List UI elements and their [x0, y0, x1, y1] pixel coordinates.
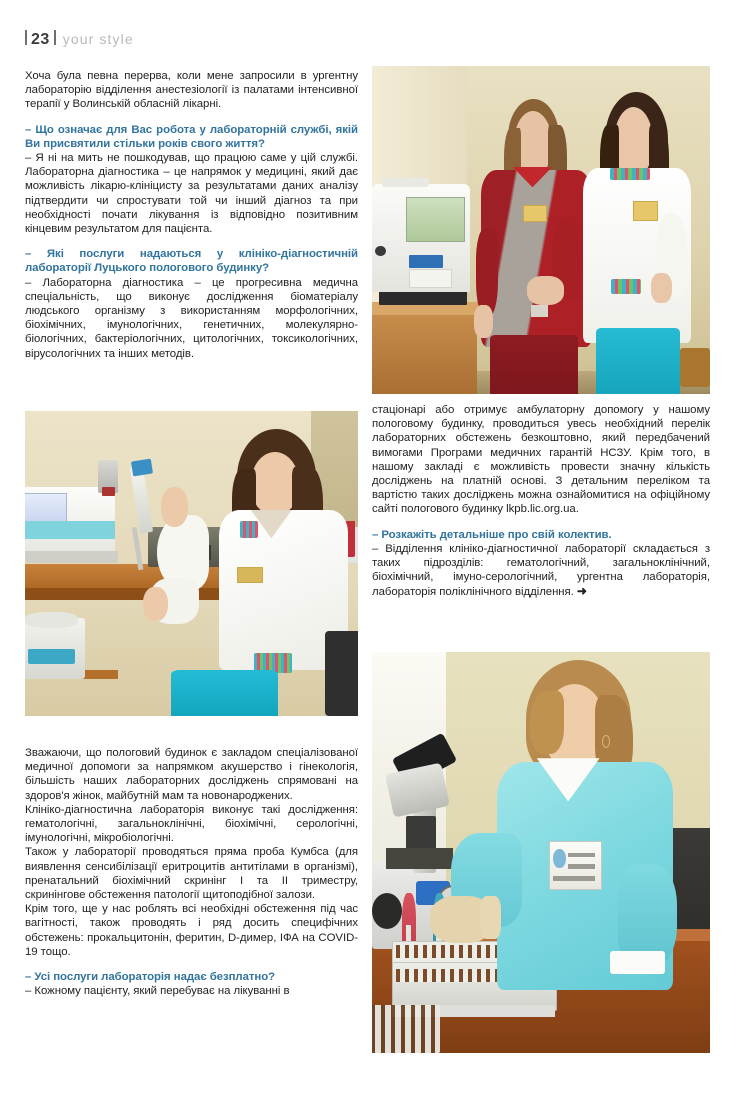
left-column-bottom-text [25, 746, 358, 998]
paragraph-4: Клініко-діагностична лабораторія виконує такі дослідження: гематологічні, загальноклінічні, біохімічні, серологічні, імунологічні, мікробіологічні. [25, 803, 358, 845]
answer-4 [372, 542, 710, 600]
answer-3-start: – Кожному пацієнту, який перебуває на лікуванні в [25, 985, 290, 998]
paragraph-5: Також у лабораторії проводяться пряма проба Кумбса (для виявлення сенсибілізації еритроцитів антитілами в організмі), пренатальний біохімічний скринінг I та II триместру, скринінгове обстеження патології щитоподібної залози. [25, 846, 358, 902]
left-column-top-text [25, 69, 358, 361]
right-column-text [372, 403, 710, 600]
paragraph-3: Зважаючи, що пологовий будинок є закладом спеціалізованої медичної допомоги за напрямком акушерство і гінекологія, більшість наших лабораторних досліджень спрямовані на здоров'я жінок, майбутній мам та новонароджених. [25, 747, 358, 802]
page-folio [25, 29, 134, 51]
continuation-arrow-icon: ➜ [576, 584, 587, 599]
paragraph-6: Крім того, ще у нас роблять всі необхідні обстеження під час вагітності, також проводять і ряд досить специфічних обстежень: прокальцитонін, феритин, D-димер, ІФА на COVID-19 тощо. [25, 903, 358, 958]
photo-woman-with-pipette [25, 411, 358, 716]
answer-2: – Лабораторна діагностика – це прогресивна медична спеціальність, що виконує дослідження біоматеріалу людського організму з використанням морфологічних, біохімічних, імунологічних, генетичних, молекулярно-біологічних, бактеріологічних, цитологічних, токсикологічних, вірусологічних та інших методів. [25, 276, 358, 360]
question-3: – Усі послуги лабораторія надає безплатно? [25, 971, 276, 984]
answer-4-text: – Відділення клініко-діагностичної лабораторії складається з таких підрозділів: гематологічний, загальноклінічний, біохімічний, імуно-серологічний, ургентна лабораторія, лабораторія поліклінічного відділення. [372, 542, 710, 599]
photo-two-lab-workers [372, 66, 710, 394]
folio-bar-right [54, 30, 56, 45]
question-4: – Розкажіть детальніше про свій колектив. [372, 528, 612, 541]
photo-woman-with-microscope [372, 652, 710, 1053]
answer-3-continued: стаціонарі або отримує амбулаторну допомогу у нашому пологовому будинку, проводиться увесь необхідний перелік лабораторних обстежень безкоштовно, який передбачений вимогами Програми медичних гарантій НСЗУ. Крім того, в нашому закладі є можливість провести значну кількість досліджень на платній основі. З детальним переліком та вартістю таких досліджень можна ознайомитися на офіційному сайті пологового будинку lkpb.lic.org.ua. [372, 404, 710, 516]
paragraph-intro: Хоча була певна перерва, коли мене запросили в ургентну лабораторію відділення анестезіології із палатами інтенсивної терапії у Волинській обласній лікарні. [25, 70, 358, 111]
question-2: – Які послуги надаються у клініко-діагностичній лабораторії Луцького пологового будинку? [25, 248, 358, 275]
folio-bar-left [25, 30, 27, 45]
section-title: your style [62, 31, 134, 47]
page-number: 23 [31, 31, 50, 48]
question-1: – Що означає для Вас робота у лабораторній службі, якій Ви присвятили стільки років свого життя? [25, 123, 358, 150]
answer-1: – Я ні на мить не пошкодував, що працюю саме у цій службі. Лабораторна діагностика – це напрямок у медицині, який дає можливість лікарю-клініцисту за результатами даних аналізу підтвердити чи спростувати той чи інший діагноз та при необхідності почати лікування із відповідно позитивним кінцевим результатом для пацієнта. [25, 152, 358, 236]
